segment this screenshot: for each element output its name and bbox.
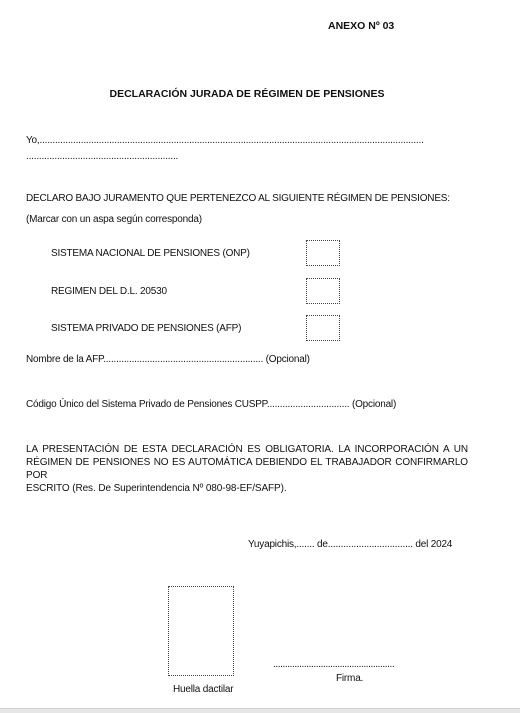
place-date-field[interactable]: Yuyapichis,....... de................................. del 2024 [248, 539, 453, 550]
cuspp-field[interactable]: Código Único del Sistema Privado de Pensiones CUSPP................................ (Opcional) [26, 399, 397, 410]
document-title: DECLARACIÓN JURADA DE RÉGIMEN DE PENSIONES [109, 88, 385, 100]
name-fill-line-2[interactable]: ........................................................... [26, 151, 179, 162]
annex-number: ANEXO Nº 03 [328, 20, 395, 32]
option-dl20530-checkbox[interactable] [306, 278, 340, 304]
option-afp-checkbox[interactable] [306, 315, 340, 341]
option-dl20530-label: REGIMEN DEL D.L. 20530 [51, 286, 167, 297]
afp-name-field[interactable]: Nombre de la AFP.............................................................. (Opcional) [26, 354, 310, 365]
option-onp-checkbox[interactable] [306, 240, 340, 266]
name-fill-line-1[interactable]: Yo,..................................................................................................................................................... [26, 135, 424, 146]
notice-line: LA PRESENTACIÓN DE ESTA DECLARACIÓN ES OBLIGATORIA. LA INCORPORACIÓN A UN [26, 444, 468, 455]
mark-instruction: (Marcar con un aspa según corresponda) [26, 214, 202, 225]
fingerprint-box[interactable] [168, 586, 234, 676]
fingerprint-label: Huella dactilar [173, 684, 234, 695]
page-bottom-edge [0, 708, 520, 713]
notice-line: RÉGIMEN DE PENSIONES NO ES AUTOMÁTICA DEBIENDO EL TRABAJADOR CONFIRMARLO POR [26, 457, 468, 481]
option-onp-label: SISTEMA NACIONAL DE PENSIONES (ONP) [51, 248, 250, 259]
notice-line: ESCRITO (Res. De Superintendencia Nº 080-98-EF/SAFP). [26, 483, 287, 494]
obligation-notice [26, 443, 468, 495]
declaration-statement: DECLARO BAJO JURAMENTO QUE PERTENEZCO AL SIGUIENTE RÉGIMEN DE PENSIONES: [26, 193, 450, 204]
signature-line[interactable]: ................................................... [273, 659, 395, 670]
option-afp-label: SISTEMA PRIVADO DE PENSIONES (AFP) [51, 323, 242, 334]
signature-label: Firma. [336, 673, 364, 684]
